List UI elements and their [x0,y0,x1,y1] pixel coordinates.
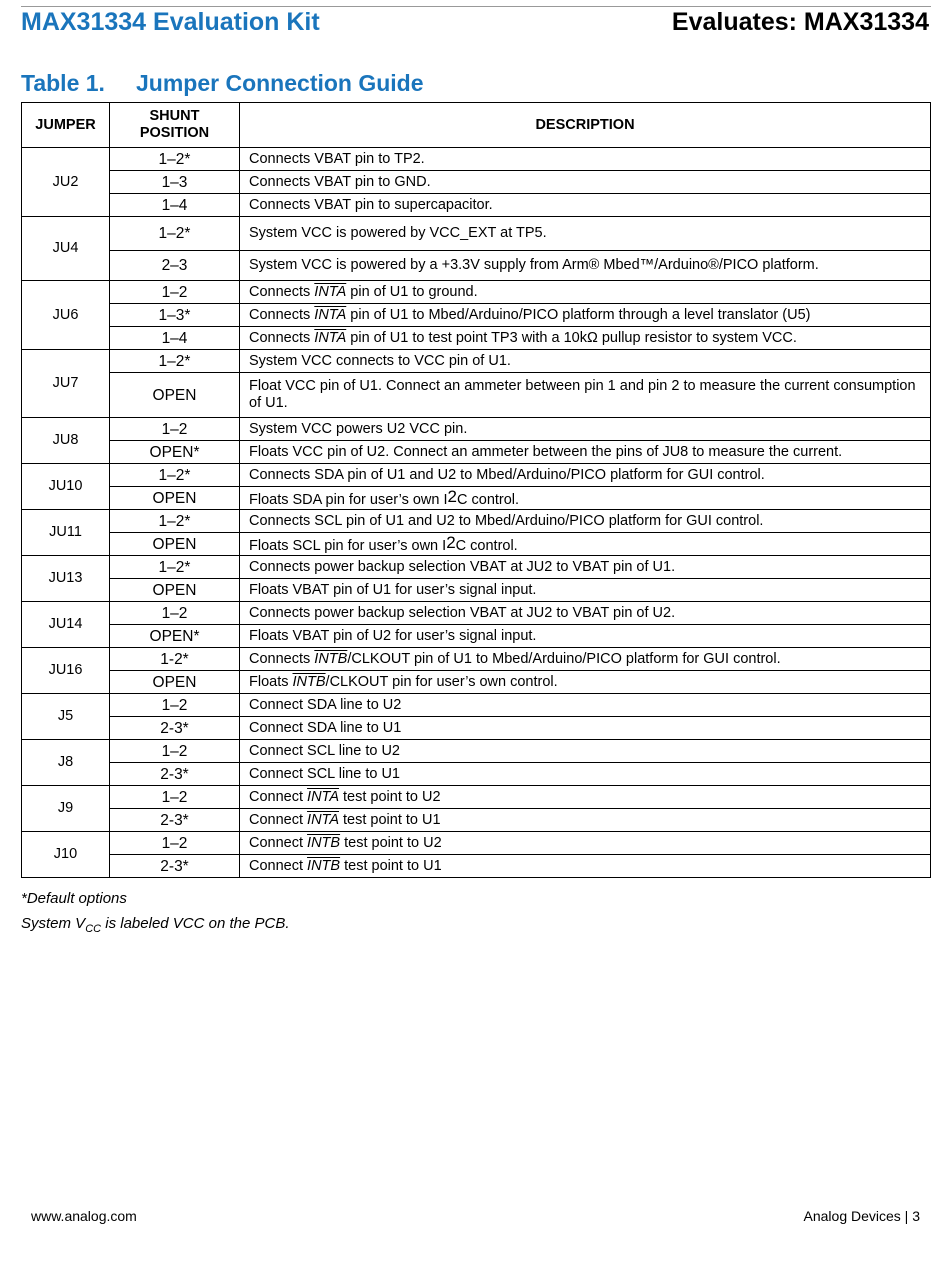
shunt-position-cell: 1–2 [110,281,240,304]
description-text: Connects VBAT pin to GND. [249,173,431,190]
description-text: Connect SDA line to U1 [249,719,402,736]
col-description: DESCRIPTION [240,103,931,148]
header-rule [21,6,931,7]
description-text: /CLKOUT pin for user’s own control. [325,673,558,690]
description-text: System VCC powers U2 VCC pin. [249,420,468,437]
description-cell [240,832,931,855]
description-text: pin of U1 to Mbed/Arduino/PICO platform through a level translator (U5) [346,306,811,323]
description-text: test point to U2 [339,788,441,805]
description-cell [240,809,931,832]
shunt-position-cell: 2-3* [110,809,240,832]
description-cell [240,625,931,648]
table-row [22,740,931,763]
description-text: Connects VBAT pin to TP2. [249,150,425,167]
description-text: Floats [249,673,293,690]
signal-name-overline: INTA [314,329,347,346]
table-row [22,832,931,855]
description-text: Connects power backup selection VBAT at JU2 to VBAT pin of U1. [249,558,676,575]
shunt-position-cell: OPEN* [110,441,240,464]
description-cell [240,487,931,510]
col-shunt-position [110,103,240,148]
signal-name-overline: INTA [307,788,339,805]
col-jumper: JUMPER [22,103,110,148]
table-row [22,441,931,464]
table-header-row [22,103,931,148]
shunt-position-cell: 1–2 [110,832,240,855]
table-body [22,148,931,878]
description-text: Connects [249,329,315,346]
description-cell [240,148,931,171]
description-text: /CLKOUT pin of U1 to Mbed/Arduino/PICO platform for GUI control. [347,650,781,667]
vcc-note-sub: CC [85,923,102,935]
superscript: 2 [447,486,457,506]
shunt-position-cell: 1–2 [110,602,240,625]
description-cell [240,602,931,625]
description-text: test point to U1 [339,811,441,828]
description-text: Connect [249,857,308,874]
shunt-position-cell: 1–2 [110,740,240,763]
description-text: Connect [249,788,308,805]
jumper-cell: J5 [22,694,110,740]
footer-website: www.analog.com [31,1208,137,1224]
table-row [22,671,931,694]
shunt-position-cell: 1–2* [110,217,240,251]
description-cell [240,671,931,694]
description-text: C control. [457,491,520,508]
table-row [22,717,931,740]
shunt-position-cell: 1–3* [110,304,240,327]
col-shunt-line2: POSITION [139,125,210,141]
description-cell [240,786,931,809]
table-row [22,763,931,786]
table-row [22,281,931,304]
table-row [22,579,931,602]
table-title [21,70,424,97]
description-cell [240,304,931,327]
description-cell [240,418,931,441]
shunt-position-cell: 1–2* [110,148,240,171]
table-row [22,327,931,350]
footer-page: Analog Devices | 3 [803,1208,920,1224]
shunt-position-cell: 1–4 [110,194,240,217]
shunt-position-cell: 1–4 [110,327,240,350]
signal-name-overline: INTA [314,306,347,323]
signal-name-overline: INTB [314,650,348,667]
table-row [22,464,931,487]
shunt-position-cell: 1–2* [110,556,240,579]
shunt-position-cell: 1–2* [110,350,240,373]
shunt-position-cell: 2-3* [110,717,240,740]
signal-name-overline: INTB [292,673,326,690]
table-row [22,648,931,671]
vcc-note [21,915,290,935]
shunt-position-cell: OPEN [110,487,240,510]
table-row [22,304,931,327]
shunt-position-cell: OPEN [110,671,240,694]
description-text: Connect [249,811,308,828]
description-text: Float VCC pin of U1. Connect an ammeter between pin 1 and pin 2 to measure the current consumption of U1. [249,378,916,411]
table-row [22,217,931,251]
jumper-cell: J9 [22,786,110,832]
description-text: Connects [249,283,315,300]
shunt-position-cell: 1–3 [110,171,240,194]
shunt-position-cell: OPEN [110,533,240,556]
description-text: Floats SDA pin for user’s own I [249,491,448,508]
description-text: Floats VBAT pin of U2 for user’s signal input. [249,627,537,644]
evaluates-label: Evaluates: MAX31334 [671,8,929,36]
description-text: Connects power backup selection VBAT at JU2 to VBAT pin of U2. [249,604,676,621]
shunt-position-cell: OPEN [110,579,240,602]
signal-name-overline: INTB [307,857,341,874]
shunt-position-cell: OPEN* [110,625,240,648]
description-cell [240,579,931,602]
description-text: Floats VBAT pin of U1 for user’s signal input. [249,581,537,598]
jumper-cell: JU16 [22,648,110,694]
description-text: Connects VBAT pin to supercapacitor. [249,196,493,213]
table-row [22,809,931,832]
signal-name-overline: INTA [307,811,339,828]
description-text: System VCC is powered by a +3.3V supply from Arm® Mbed™/Arduino®/PICO platform. [249,257,819,273]
description-text: Connect SCL line to U2 [249,742,400,759]
table-row [22,510,931,533]
description-cell [240,441,931,464]
table-row [22,418,931,441]
description-cell [240,171,931,194]
description-cell [240,648,931,671]
description-cell [240,373,931,418]
table-row [22,602,931,625]
jumper-cell: JU4 [22,217,110,281]
description-cell [240,694,931,717]
shunt-position-cell: 1–2 [110,786,240,809]
shunt-position-cell: 1–2 [110,694,240,717]
description-text: C control. [455,537,518,554]
description-text: test point to U2 [340,834,442,851]
description-text: pin of U1 to ground. [346,283,478,300]
table-row [22,171,931,194]
table-number: Table 1. [21,70,105,96]
signal-name-overline: INTB [307,834,341,851]
description-text: test point to U1 [340,857,442,874]
description-cell [240,251,931,281]
description-cell [240,740,931,763]
shunt-position-cell: 1–2* [110,510,240,533]
jumper-cell: JU10 [22,464,110,510]
table-caption: Jumper Connection Guide [136,70,424,96]
vcc-note-pre: System V [21,915,86,932]
shunt-position-cell: 1–2 [110,418,240,441]
description-text: pin of U1 to test point TP3 with a 10kΩ pullup resistor to system VCC. [346,329,797,346]
table-row [22,556,931,579]
description-text: Connect SCL line to U1 [249,765,400,782]
description-text: Connects SDA pin of U1 and U2 to Mbed/Arduino/PICO platform for GUI control. [249,466,765,483]
shunt-position-cell: 1-2* [110,648,240,671]
description-cell [240,763,931,786]
table-row [22,373,931,418]
jumper-cell: JU11 [22,510,110,556]
table-row [22,487,931,510]
table-row [22,786,931,809]
table-row [22,625,931,648]
jumper-cell: JU13 [22,556,110,602]
description-cell [240,217,931,251]
shunt-position-cell: 1–2* [110,464,240,487]
table-row [22,251,931,281]
jumper-cell: JU7 [22,350,110,418]
shunt-position-cell: 2-3* [110,763,240,786]
col-shunt-line1: SHUNT [149,108,200,124]
table-row [22,350,931,373]
default-options-note: *Default options [21,890,127,907]
description-text: Connect [249,834,308,851]
jumper-cell: J10 [22,832,110,878]
description-text: Connects SCL pin of U1 and U2 to Mbed/Arduino/PICO platform for GUI control. [249,512,764,529]
description-cell [240,327,931,350]
vcc-note-post: is labeled VCC on the PCB. [101,915,290,932]
table-row [22,533,931,556]
description-cell [240,510,931,533]
jumper-cell: JU8 [22,418,110,464]
jumper-cell: JU6 [22,281,110,350]
description-cell [240,556,931,579]
superscript: 2 [446,532,456,552]
table-row [22,694,931,717]
description-cell [240,350,931,373]
shunt-position-cell: 2-3* [110,855,240,878]
description-text: Connects [249,650,315,667]
description-cell [240,717,931,740]
description-text: System VCC connects to VCC pin of U1. [249,352,511,369]
jumper-cell: J8 [22,740,110,786]
document-title: MAX31334 Evaluation Kit [21,8,320,36]
description-cell [240,194,931,217]
description-cell [240,281,931,304]
shunt-position-cell: OPEN [110,373,240,418]
description-text: Floats SCL pin for user’s own I [249,537,447,554]
table-row [22,194,931,217]
description-cell [240,464,931,487]
description-text: System VCC is powered by VCC_EXT at TP5. [249,225,547,241]
table-row [22,148,931,171]
jumper-table [21,102,931,878]
jumper-cell: JU14 [22,602,110,648]
description-text: Connect SDA line to U2 [249,696,402,713]
description-text: Connects [249,306,315,323]
signal-name-overline: INTA [314,283,347,300]
shunt-position-cell: 2–3 [110,251,240,281]
description-cell [240,855,931,878]
jumper-cell: JU2 [22,148,110,217]
description-text: Floats VCC pin of U2. Connect an ammeter between the pins of JU8 to measure the current. [249,443,843,460]
description-cell [240,533,931,556]
table-row [22,855,931,878]
